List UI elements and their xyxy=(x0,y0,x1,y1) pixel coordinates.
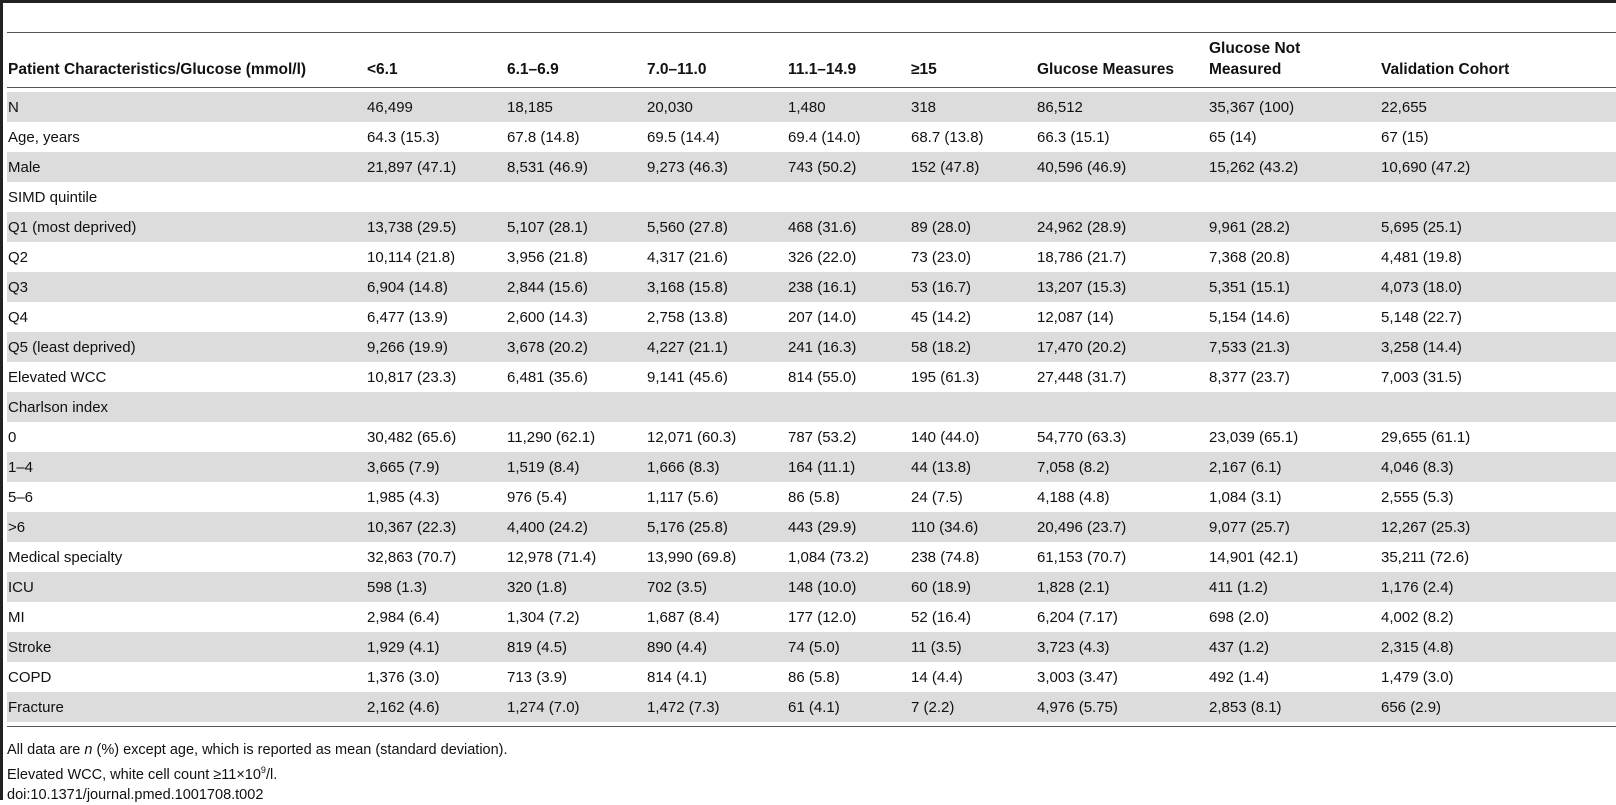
table-cell: 20,496 (23.7) xyxy=(1036,512,1208,542)
row-label: Q5 (least deprived) xyxy=(7,332,366,362)
table-cell: 320 (1.8) xyxy=(506,572,646,602)
table-cell: 73 (23.0) xyxy=(911,248,972,266)
header-lt-6-1: <6.1 xyxy=(367,61,398,78)
table-cell: 18,185 xyxy=(506,92,646,122)
row-label: Elevated WCC xyxy=(8,368,107,386)
table-cell: 1,472 (7.3) xyxy=(646,692,787,722)
table-cell: 7,058 (8.2) xyxy=(1036,452,1208,482)
table-cell: 5,154 (14.6) xyxy=(1209,308,1290,326)
row-label: Fracture xyxy=(7,692,366,722)
table-row xyxy=(7,302,1616,332)
table-cell: 7,368 (20.8) xyxy=(1209,248,1290,266)
table-cell xyxy=(366,392,506,422)
table-cell: 492 (1.4) xyxy=(1209,668,1270,686)
table-cell: 54,770 (63.3) xyxy=(1037,428,1127,446)
table-cell: 4,073 (18.0) xyxy=(1380,272,1616,302)
table-row xyxy=(7,422,1616,452)
table-row xyxy=(7,692,1616,722)
table-cell: 9,961 (28.2) xyxy=(1208,212,1380,242)
table-cell: 64.3 (15.3) xyxy=(367,128,440,146)
table-cell: 238 (16.1) xyxy=(787,272,910,302)
table-cell: 52 (16.4) xyxy=(911,608,972,626)
table-cell: 46,499 xyxy=(366,92,506,122)
table-cell: 2,600 (14.3) xyxy=(507,308,588,326)
table-row xyxy=(7,92,1616,122)
table-cell: 4,317 (21.6) xyxy=(647,248,728,266)
table-cell xyxy=(366,182,506,212)
table-cell: 443 (29.9) xyxy=(787,512,910,542)
table-bottom-rule xyxy=(7,726,1616,727)
table-cell: 5,695 (25.1) xyxy=(1380,212,1616,242)
table-cell: 1,828 (2.1) xyxy=(1036,572,1208,602)
footnote-data-description: All data are n (%) except age, which is reported as mean (standard deviation). xyxy=(7,742,508,758)
table-cell: 13,207 (15.3) xyxy=(1036,272,1208,302)
table-cell: 195 (61.3) xyxy=(911,368,980,386)
table-cell: 814 (4.1) xyxy=(647,668,708,686)
table-row xyxy=(7,632,1616,662)
table-cell: 437 (1.2) xyxy=(1208,632,1380,662)
table-cell: 68.7 (13.8) xyxy=(911,128,984,146)
table-cell: 11 (3.5) xyxy=(910,632,1036,662)
table-cell xyxy=(787,182,910,212)
table-cell: 6,904 (14.8) xyxy=(366,272,506,302)
table-cell: 10,817 (23.3) xyxy=(367,368,457,386)
header-bottom-rule xyxy=(7,87,1616,88)
table-cell: 14 (4.4) xyxy=(911,668,963,686)
table-cell xyxy=(1380,392,1616,422)
table-cell xyxy=(1036,182,1208,212)
table-cell: 9,077 (25.7) xyxy=(1208,512,1380,542)
table-cell: 15,262 (43.2) xyxy=(1208,152,1380,182)
table-cell: 7 (2.2) xyxy=(910,692,1036,722)
row-label: Q4 xyxy=(8,308,29,326)
table-cell: 468 (31.6) xyxy=(787,212,910,242)
table-cell: 20,030 xyxy=(646,92,787,122)
table-cell: 35,367 (100) xyxy=(1208,92,1380,122)
table-cell: 30,482 (65.6) xyxy=(367,428,457,446)
table-cell: 11,290 (62.1) xyxy=(507,428,596,446)
row-label: Charlson index xyxy=(7,392,366,422)
table-cell: 10,367 (22.3) xyxy=(366,512,506,542)
table-cell: 411 (1.2) xyxy=(1208,572,1380,602)
table-cell: 18,786 (21.7) xyxy=(1037,248,1127,266)
table-cell: 86,512 xyxy=(1036,92,1208,122)
table-cell xyxy=(506,182,646,212)
table-cell: 1,176 (2.4) xyxy=(1380,572,1616,602)
table-cell: 241 (16.3) xyxy=(787,332,910,362)
table-cell: 10,114 (21.8) xyxy=(367,248,456,266)
table-footnotes xyxy=(7,740,508,805)
header-glucose-not-measured xyxy=(1209,38,1300,80)
table-cell: 598 (1.3) xyxy=(366,572,506,602)
header-7-0-11-0: 7.0–11.0 xyxy=(647,61,707,78)
header-ge-15: ≥15 xyxy=(911,61,937,78)
table-cell: 5,176 (25.8) xyxy=(646,512,787,542)
table-cell: 2,315 (4.8) xyxy=(1380,632,1616,662)
row-label: 0 xyxy=(8,428,17,446)
table-cell: 12,978 (71.4) xyxy=(507,548,597,566)
table-cell: 9,273 (46.3) xyxy=(646,152,787,182)
table-cell: 13,990 (69.8) xyxy=(647,548,737,566)
header-characteristics: Patient Characteristics/Glucose (mmol/l) xyxy=(8,61,307,78)
table-cell: 1,687 (8.4) xyxy=(647,608,720,626)
table-cell: 32,863 (70.7) xyxy=(367,548,457,566)
table-cell: 40,596 (46.9) xyxy=(1036,152,1208,182)
table-cell xyxy=(646,392,787,422)
table-cell: 6,204 (7.17) xyxy=(1037,608,1118,626)
table-cell: 148 (10.0) xyxy=(787,572,910,602)
table-cell: 10,690 (47.2) xyxy=(1380,152,1616,182)
table-cell xyxy=(1036,392,1208,422)
table-cell: 6,477 (13.9) xyxy=(367,308,448,326)
table-cell: 890 (4.4) xyxy=(646,632,787,662)
table-cell: 326 (22.0) xyxy=(788,248,857,266)
row-label: MI xyxy=(8,608,25,626)
table-cell: 2,853 (8.1) xyxy=(1208,692,1380,722)
table-cell: 787 (53.2) xyxy=(788,428,857,446)
frame-left-border xyxy=(0,0,3,800)
table-row xyxy=(7,542,1616,572)
table-cell: 24 (7.5) xyxy=(911,488,963,506)
footnote-doi: doi:10.1371/journal.pmed.1001708.t002 xyxy=(7,787,264,803)
table-cell: 3,003 (3.47) xyxy=(1037,668,1118,686)
table-cell xyxy=(1380,182,1616,212)
table-cell: 4,046 (8.3) xyxy=(1380,452,1616,482)
frame-top-border xyxy=(0,0,1616,3)
table-row xyxy=(7,182,1616,212)
row-label: N xyxy=(7,92,366,122)
table-row xyxy=(7,572,1616,602)
table-cell: 2,167 (6.1) xyxy=(1208,452,1380,482)
table-cell: 1,929 (4.1) xyxy=(366,632,506,662)
table-cell: 69.4 (14.0) xyxy=(788,128,861,146)
table-cell: 976 (5.4) xyxy=(507,488,568,506)
table-cell: 3,258 (14.4) xyxy=(1380,332,1616,362)
table-cell: 1,985 (4.3) xyxy=(367,488,440,506)
row-label: Male xyxy=(7,152,366,182)
table-cell: 713 (3.9) xyxy=(507,668,568,686)
table-cell: 67.8 (14.8) xyxy=(507,128,580,146)
table-cell: 2,984 (6.4) xyxy=(367,608,440,626)
table-cell: 17,470 (20.2) xyxy=(1036,332,1208,362)
table-cell xyxy=(910,182,1036,212)
table-cell xyxy=(646,182,787,212)
table-top-rule xyxy=(7,32,1616,33)
table-row xyxy=(7,662,1616,692)
table-cell: 238 (74.8) xyxy=(911,548,980,566)
table-cell: 29,655 (61.1) xyxy=(1381,428,1471,446)
row-label: Age, years xyxy=(8,128,80,146)
table-cell: 35,211 (72.6) xyxy=(1381,548,1470,566)
table-cell: 2,844 (15.6) xyxy=(506,272,646,302)
table-cell xyxy=(787,392,910,422)
table-cell: 1,666 (8.3) xyxy=(646,452,787,482)
table-row xyxy=(7,212,1616,242)
table-cell: 86 (5.8) xyxy=(788,488,840,506)
header-6-1-6-9: 6.1–6.9 xyxy=(507,61,559,78)
table-cell: 12,087 (14) xyxy=(1037,308,1114,326)
row-label: Q1 (most deprived) xyxy=(7,212,366,242)
table-cell xyxy=(1208,392,1380,422)
table-cell: 1,117 (5.6) xyxy=(647,488,719,506)
table-row xyxy=(7,152,1616,182)
header-glucose-not-measured-line1: Glucose Not xyxy=(1209,40,1301,57)
table-row xyxy=(7,272,1616,302)
table-cell: 1,376 (3.0) xyxy=(367,668,440,686)
header-validation-cohort: Validation Cohort xyxy=(1381,61,1510,78)
table-cell: 44 (13.8) xyxy=(910,452,1036,482)
table-cell: 7,533 (21.3) xyxy=(1208,332,1380,362)
table-cell: 67 (15) xyxy=(1381,128,1429,146)
table-cell: 12,071 (60.3) xyxy=(647,428,737,446)
table-cell: 1,084 (3.1) xyxy=(1209,488,1282,506)
table-cell: 1,479 (3.0) xyxy=(1381,668,1454,686)
table-cell: 4,400 (24.2) xyxy=(506,512,646,542)
table-cell: 7,003 (31.5) xyxy=(1381,368,1462,386)
table-cell: 164 (11.1) xyxy=(787,452,910,482)
table-cell: 698 (2.0) xyxy=(1209,608,1270,626)
table-cell: 8,377 (23.7) xyxy=(1209,368,1290,386)
table-cell: 66.3 (15.1) xyxy=(1037,128,1110,146)
table-row xyxy=(7,512,1616,542)
table-cell: 152 (47.8) xyxy=(910,152,1036,182)
table-cell: 1,519 (8.4) xyxy=(506,452,646,482)
table-cell: 1,084 (73.2) xyxy=(788,548,869,566)
table-cell: 3,678 (20.2) xyxy=(506,332,646,362)
row-label: 5–6 xyxy=(8,488,34,506)
table-row xyxy=(7,602,1616,632)
table-cell: 86 (5.8) xyxy=(788,668,840,686)
table-cell: 45 (14.2) xyxy=(911,308,972,326)
table-cell: 4,976 (5.75) xyxy=(1036,692,1208,722)
table-cell: 743 (50.2) xyxy=(787,152,910,182)
table-row xyxy=(7,452,1616,482)
table-cell: 3,956 (21.8) xyxy=(507,248,588,266)
table-cell: 24,962 (28.9) xyxy=(1036,212,1208,242)
table-row xyxy=(7,332,1616,362)
table-cell xyxy=(506,392,646,422)
table-cell: 58 (18.2) xyxy=(910,332,1036,362)
row-label: ICU xyxy=(7,572,366,602)
table-cell: 5,351 (15.1) xyxy=(1208,272,1380,302)
table-cell: 23,039 (65.1) xyxy=(1209,428,1299,446)
table-cell: 2,758 (13.8) xyxy=(647,308,728,326)
table-cell: 74 (5.0) xyxy=(787,632,910,662)
row-label: 1–4 xyxy=(7,452,366,482)
table-cell: 177 (12.0) xyxy=(788,608,857,626)
table-cell: 65 (14) xyxy=(1209,128,1257,146)
row-label: SIMD quintile xyxy=(8,188,98,206)
row-label: Q3 xyxy=(7,272,366,302)
table-cell: 5,560 (27.8) xyxy=(646,212,787,242)
table-cell: 9,141 (45.6) xyxy=(647,368,728,386)
footnote-wcc-definition: Elevated WCC, white cell count $\ge 11\times 10^9/l$. xyxy=(7,765,278,783)
table-cell: 27,448 (31.7) xyxy=(1037,368,1127,386)
table-cell: 61,153 (70.7) xyxy=(1037,548,1127,566)
table-cell: 819 (4.5) xyxy=(506,632,646,662)
table-cell: 3,665 (7.9) xyxy=(366,452,506,482)
table-cell: 89 (28.0) xyxy=(910,212,1036,242)
table-cell: 4,188 (4.8) xyxy=(1037,488,1110,506)
table-cell: 61 (4.1) xyxy=(787,692,910,722)
table-cell: 1,480 xyxy=(787,92,910,122)
table-cell: 3,723 (4.3) xyxy=(1036,632,1208,662)
header-glucose-not-measured-line2: Measured xyxy=(1209,61,1282,78)
table-cell: 4,227 (21.1) xyxy=(646,332,787,362)
table-cell: 702 (3.5) xyxy=(646,572,787,602)
table-cell: 656 (2.9) xyxy=(1380,692,1616,722)
table-cell: 207 (14.0) xyxy=(788,308,857,326)
table-cell: 4,481 (19.8) xyxy=(1381,248,1462,266)
table-cell: 6,481 (35.6) xyxy=(507,368,588,386)
table-cell xyxy=(1208,182,1380,212)
table-header xyxy=(7,36,1616,86)
table-cell: 110 (34.6) xyxy=(910,512,1036,542)
header-glucose-measures: Glucose Measures xyxy=(1037,61,1174,78)
table-cell: 8,531 (46.9) xyxy=(506,152,646,182)
table-cell: 3,168 (15.8) xyxy=(646,272,787,302)
table-cell: 12,267 (25.3) xyxy=(1380,512,1616,542)
table-cell: 13,738 (29.5) xyxy=(366,212,506,242)
table-cell: 22,655 xyxy=(1380,92,1616,122)
row-label: Q2 xyxy=(8,248,29,266)
table-cell: 2,162 (4.6) xyxy=(366,692,506,722)
row-label: Stroke xyxy=(7,632,366,662)
table-row xyxy=(7,392,1616,422)
row-label: COPD xyxy=(8,668,52,686)
table-cell: 1,274 (7.0) xyxy=(506,692,646,722)
table-row xyxy=(7,482,1616,512)
table-cell: 1,304 (7.2) xyxy=(507,608,580,626)
table-body xyxy=(7,92,1616,722)
table-cell: 5,107 (28.1) xyxy=(506,212,646,242)
table-cell: 318 xyxy=(910,92,1036,122)
table-cell: 4,002 (8.2) xyxy=(1381,608,1454,626)
table-cell: 5,148 (22.7) xyxy=(1381,308,1462,326)
table-cell xyxy=(910,392,1036,422)
table-cell: 21,897 (47.1) xyxy=(366,152,506,182)
patient-characteristics-table xyxy=(7,92,1616,722)
table-cell: 2,555 (5.3) xyxy=(1381,488,1454,506)
table-cell: 69.5 (14.4) xyxy=(647,128,720,146)
table-cell: 814 (55.0) xyxy=(788,368,857,386)
table-row xyxy=(7,362,1616,392)
row-label: >6 xyxy=(7,512,366,542)
table-cell: 60 (18.9) xyxy=(910,572,1036,602)
table-cell: 140 (44.0) xyxy=(911,428,980,446)
table-cell: 9,266 (19.9) xyxy=(366,332,506,362)
header-11-1-14-9: 11.1–14.9 xyxy=(788,61,857,78)
table-cell: 53 (16.7) xyxy=(910,272,1036,302)
table-row xyxy=(7,242,1616,272)
table-cell: 14,901 (42.1) xyxy=(1209,548,1299,566)
table-row xyxy=(7,122,1616,152)
row-label: Medical specialty xyxy=(8,548,123,566)
